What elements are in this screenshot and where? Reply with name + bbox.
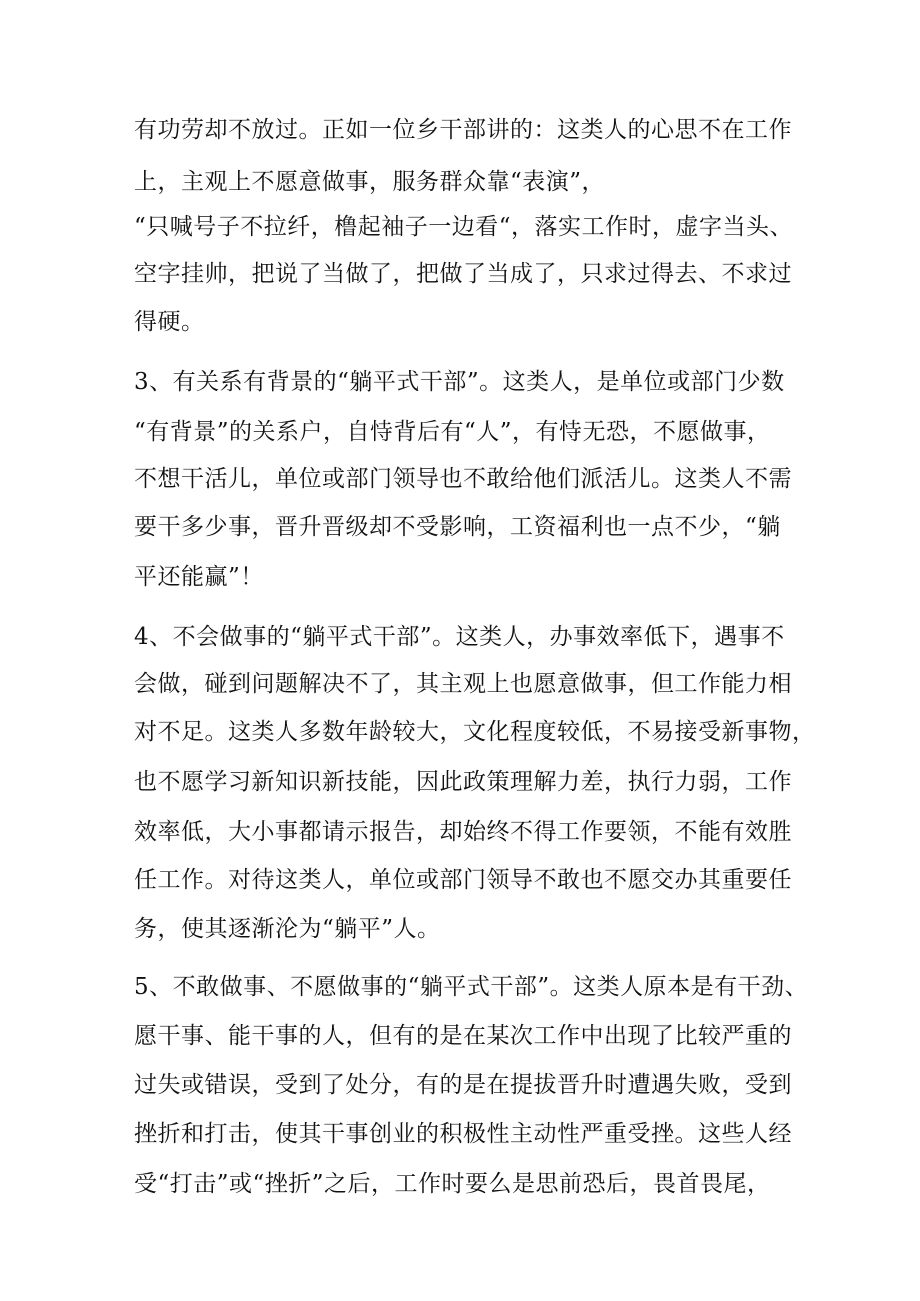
text-line: 对不足。这类人多数年龄较大，文化程度较低，不易接受新事物， (134, 719, 816, 745)
text-line: 要干多少事，晋升晋级却不受影响，工资福利也一点不少，“躺 (134, 514, 781, 540)
text-line: 也不愿学习新知识新技能，因此政策理解力差，执行力弱，工作 (134, 769, 792, 795)
text-line: 上，主观上不愿意做事，服务群众靠“表演”， (134, 169, 606, 195)
text-line: 得硬。 (134, 309, 205, 335)
text-line: 愿干事、能干事的人，但有的是在某次工作中出现了比较严重的 (134, 1023, 792, 1049)
text-line: 过失或错误，受到了处分，有的是在提拔晋升时遭遇失败，受到 (134, 1072, 792, 1098)
text-line: 3、有关系有背景的“躺平式干部”。这类人，是单位或部门少数 (134, 369, 785, 395)
text-line: 会做，碰到问题解决不了，其主观上也愿意做事，但工作能力相 (134, 671, 792, 697)
text-line: 挫折和打击，使其干事创业的积极性主动性严重受挫。这些人经 (134, 1121, 792, 1147)
text-line: 4、不会做事的“躺平式干部”。这类人，办事效率低下，遇事不 (134, 624, 785, 650)
text-line: 任工作。对待这类人，单位或部门领导不敢也不愿交办其重要任 (134, 867, 792, 893)
text-line: “只喊号子不拉纤，橹起袖子一边看“，落实工作时，虚字当头、 (134, 214, 794, 240)
text-line: 效率低，大小事都请示报告，却始终不得工作要领，不能有效胜 (134, 819, 792, 845)
text-line: “有背景”的关系户，自恃背后有“人”，有恃无恐，不愿做事， (134, 419, 771, 445)
text-line: 空字挂帅，把说了当做了，把做了当成了，只求过得去、不求过 (134, 261, 792, 287)
text-line: 务，使其逐渐沦为“躺平”人。 (134, 916, 441, 942)
text-line: 受“打击”或“挫折”之后，工作时要么是思前恐后，畏首畏尾， (134, 1171, 771, 1197)
text-line: 有功劳却不放过。正如一位乡干部讲的：这类人的心思不在工作 (134, 117, 792, 143)
text-line: 5、不敢做事、不愿做事的“躺平式干部”。这类人原本是有干劲、 (134, 974, 809, 1000)
text-line: 不想干活儿，单位或部门领导也不敢给他们派活儿。这类人不需 (134, 466, 792, 492)
text-line: 平还能赢”！ (134, 564, 264, 590)
